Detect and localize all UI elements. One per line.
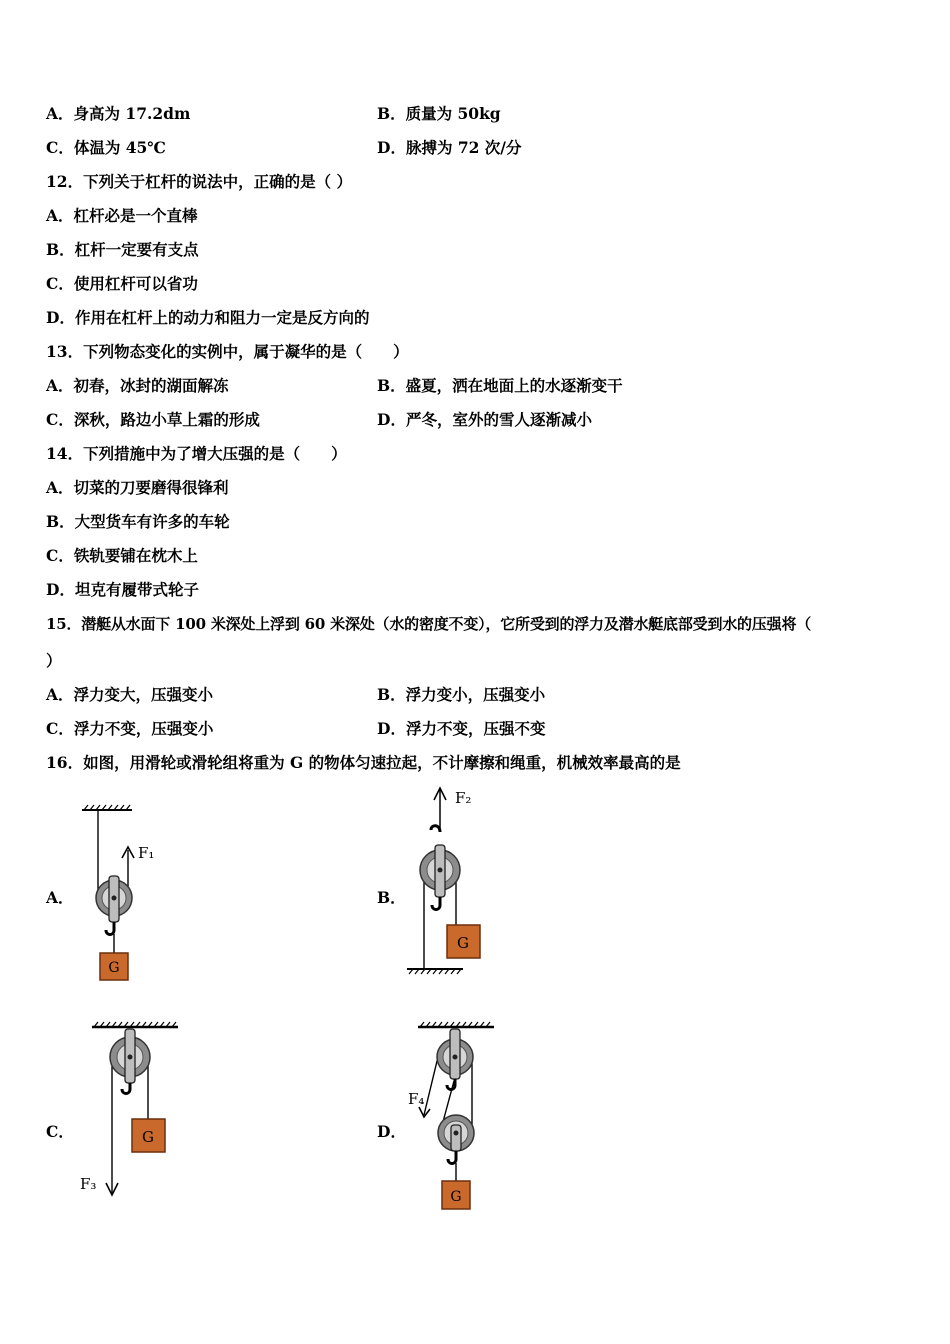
force-label-f1: F₁	[138, 844, 155, 862]
force-label-f4: F₄	[408, 1090, 425, 1108]
figure-c-fixed-pulley	[80, 1015, 200, 1205]
q16-stem: 16．如图，用滑轮或滑轮组将重为 G 的物体匀速拉起，不计摩擦和绳重，机械效率最高的是	[46, 753, 681, 772]
q15-option-c: C．浮力不变，压强变小	[46, 719, 214, 738]
q13-option-b: B．盛夏，洒在地面上的水逐渐变干	[377, 376, 623, 395]
q14-option-d: D．坦克有履带式轮子	[46, 580, 199, 599]
weight-label: G	[108, 960, 120, 976]
q12-option-b: B．杠杆一定要有支点	[46, 240, 199, 259]
figure-a-movable-pulley	[70, 800, 180, 985]
q15-stem-line2: ）	[46, 651, 62, 670]
hook-icon	[106, 922, 114, 935]
q13-option-c: C．深秋，路边小草上霜的形成	[46, 410, 260, 429]
q13-stem: 13．下列物态变化的实例中，属于凝华的是（ ）	[46, 342, 409, 361]
q15-option-d: D．浮力不变，压强不变	[377, 719, 546, 738]
ceiling-hatch	[92, 1022, 178, 1027]
q16-option-b-label: B．	[377, 888, 406, 907]
pulley-frame	[450, 1029, 460, 1079]
hook-icon	[122, 1083, 130, 1094]
weight-label: G	[450, 1189, 462, 1205]
figure-b-movable-pulley	[395, 782, 505, 982]
q14-option-c: C．铁轨要铺在枕木上	[46, 546, 198, 565]
q13-option-a: A．初春，冰封的湖面解冻	[46, 376, 229, 395]
q12-option-a: A．杠杆必是一个直棒	[46, 206, 198, 225]
ceiling-hatch	[418, 1022, 494, 1027]
ceiling-hatch	[82, 805, 132, 810]
q11-option-b: B．质量为 50kg	[377, 104, 501, 123]
rope-pull	[424, 1057, 438, 1115]
q12-option-d: D．作用在杠杆上的动力和阻力一定是反方向的	[46, 308, 370, 327]
floor-hatch	[407, 969, 463, 974]
q15-stem-line1: 15．潜艇从水面下 100 米深处上浮到 60 米深处（水的密度不变），它所受到的浮力及潜水艇底部受到水的压强将（	[46, 615, 812, 633]
q12-option-c: C．使用杠杆可以省功	[46, 274, 198, 293]
force-label-f3: F₃	[80, 1175, 97, 1193]
q13-option-d: D．严冬，室外的雪人逐渐减小	[377, 410, 592, 429]
q14-option-b: B．大型货车有许多的车轮	[46, 512, 230, 531]
q12-stem: 12．下列关于杠杆的说法中，正确的是（ ）	[46, 172, 352, 191]
force-label-f2: F₂	[455, 789, 472, 807]
hook-icon	[432, 897, 440, 910]
q14-option-a: A．切菜的刀要磨得很锋利	[46, 478, 229, 497]
q16-option-c-label: C．	[46, 1122, 74, 1141]
figure-d-pulley-block	[400, 1015, 510, 1215]
q15-option-a: A．浮力变大，压强变小	[46, 685, 214, 704]
hook-icon	[431, 826, 440, 832]
pulley-frame	[451, 1125, 461, 1151]
q11-option-a: A．身高为 17.2dm	[46, 104, 191, 123]
q15-option-b: B．浮力变小，压强变小	[377, 685, 546, 704]
weight-label: G	[457, 934, 469, 952]
q16-option-a-label: A．	[46, 888, 74, 907]
q14-stem: 14．下列措施中为了增大压强的是（ ）	[46, 444, 347, 463]
hook-icon	[447, 1079, 455, 1090]
q16-option-d-label: D．	[377, 1122, 406, 1141]
q11-option-d: D．脉搏为 72 次/分	[377, 138, 522, 157]
q11-option-c: C．体温为 45℃	[46, 138, 166, 157]
weight-label: G	[142, 1128, 154, 1146]
hook-icon	[448, 1151, 456, 1164]
